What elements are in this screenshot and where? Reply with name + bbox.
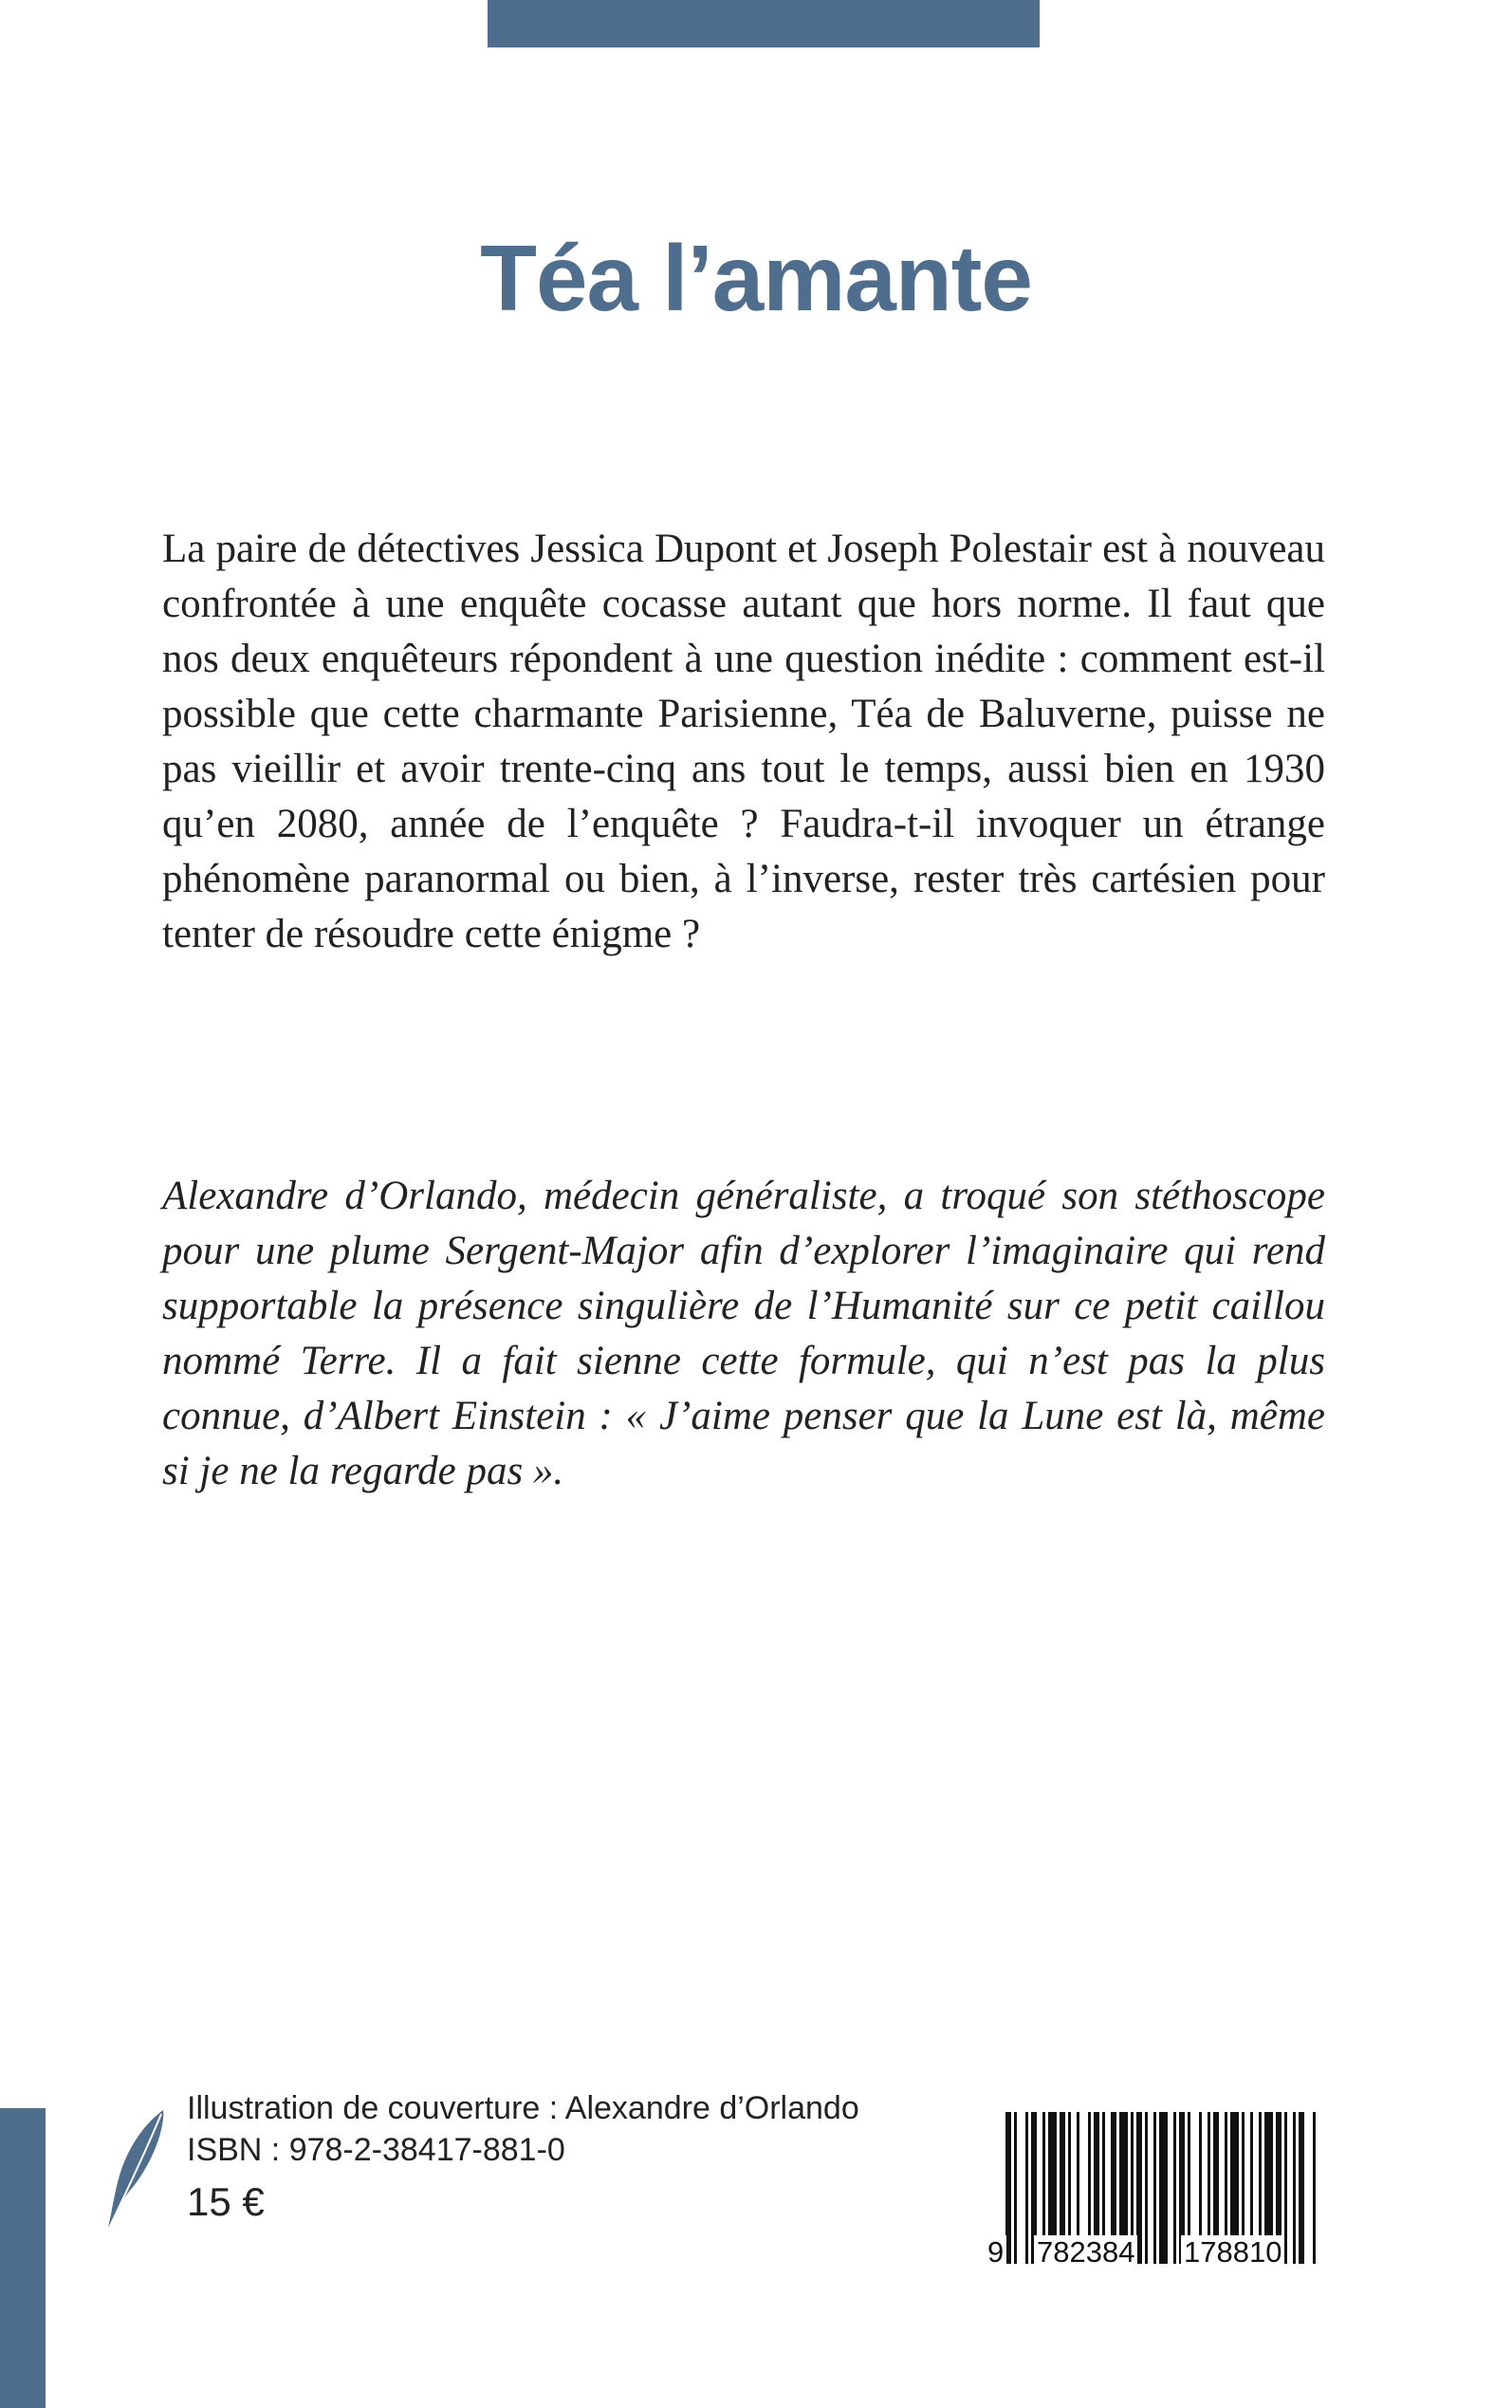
barcode-bar <box>1173 2112 1176 2264</box>
synopsis-paragraph: La paire de détectives Jessica Dupont et Joseph Polestair est à nouveau confrontée à une enquête cocasse autant que hors norme. Il faut que nos deux enquêteurs répondent à une question inédite : comment est-il possible que cette charmante Parisienne, Téa de Baluverne, puisse ne pas vieillir et avoir trente-cinq ans tout le temps, aussi bien en 1930 qu’en 2080, année de l’enquête ? Faudra-t-il invoquer un étrange phénomène paranormal ou bien, à l’inverse, rester très cartésien pour tenter de résoudre cette énigme ? <box>162 527 1325 956</box>
barcode-bar <box>1299 2112 1304 2264</box>
left-accent-bar <box>0 2108 46 2408</box>
barcode-bar <box>1159 2112 1168 2264</box>
barcode-bar <box>1025 2112 1028 2264</box>
book-title: Téa l’amante <box>480 225 1032 330</box>
barcode-bar <box>1293 2112 1296 2264</box>
barcode-bar <box>1153 2112 1156 2264</box>
top-accent-bar <box>488 0 1040 47</box>
quill-feather-icon <box>104 2108 167 2232</box>
isbn-text: ISBN : 978-2-38417-881-0 <box>187 2132 565 2168</box>
barcode-lead-digit: 9 <box>985 2235 1006 2269</box>
barcode-right-group: 178810 <box>1181 2235 1284 2269</box>
author-bio-paragraph: Alexandre d’Orlando, médecin généraliste, a troqué son stéthoscope pour une plume Sergent-Major afin d’explorer l’imaginaire qui rend supportable la présence singulière de l’Humanité sur ce petit caillou nommé Terre. Il a fait sienne cette formule, qui n’est pas la plus connue, d’Albert Einstein : « J’aime penser que la Lune est là, même si je ne la regarde pas ». <box>162 1174 1325 1493</box>
illustration-credit: Illustration de couverture : Alexandre d’Orlando <box>187 2090 859 2126</box>
barcode-left-group: 782384 <box>1034 2235 1137 2269</box>
credits-block <box>187 2087 859 2230</box>
barcode-bar <box>1145 2112 1148 2264</box>
barcode-bar <box>1313 2112 1316 2264</box>
barcode-bar <box>1014 2112 1017 2264</box>
price-text: 15 € <box>187 2179 265 2224</box>
